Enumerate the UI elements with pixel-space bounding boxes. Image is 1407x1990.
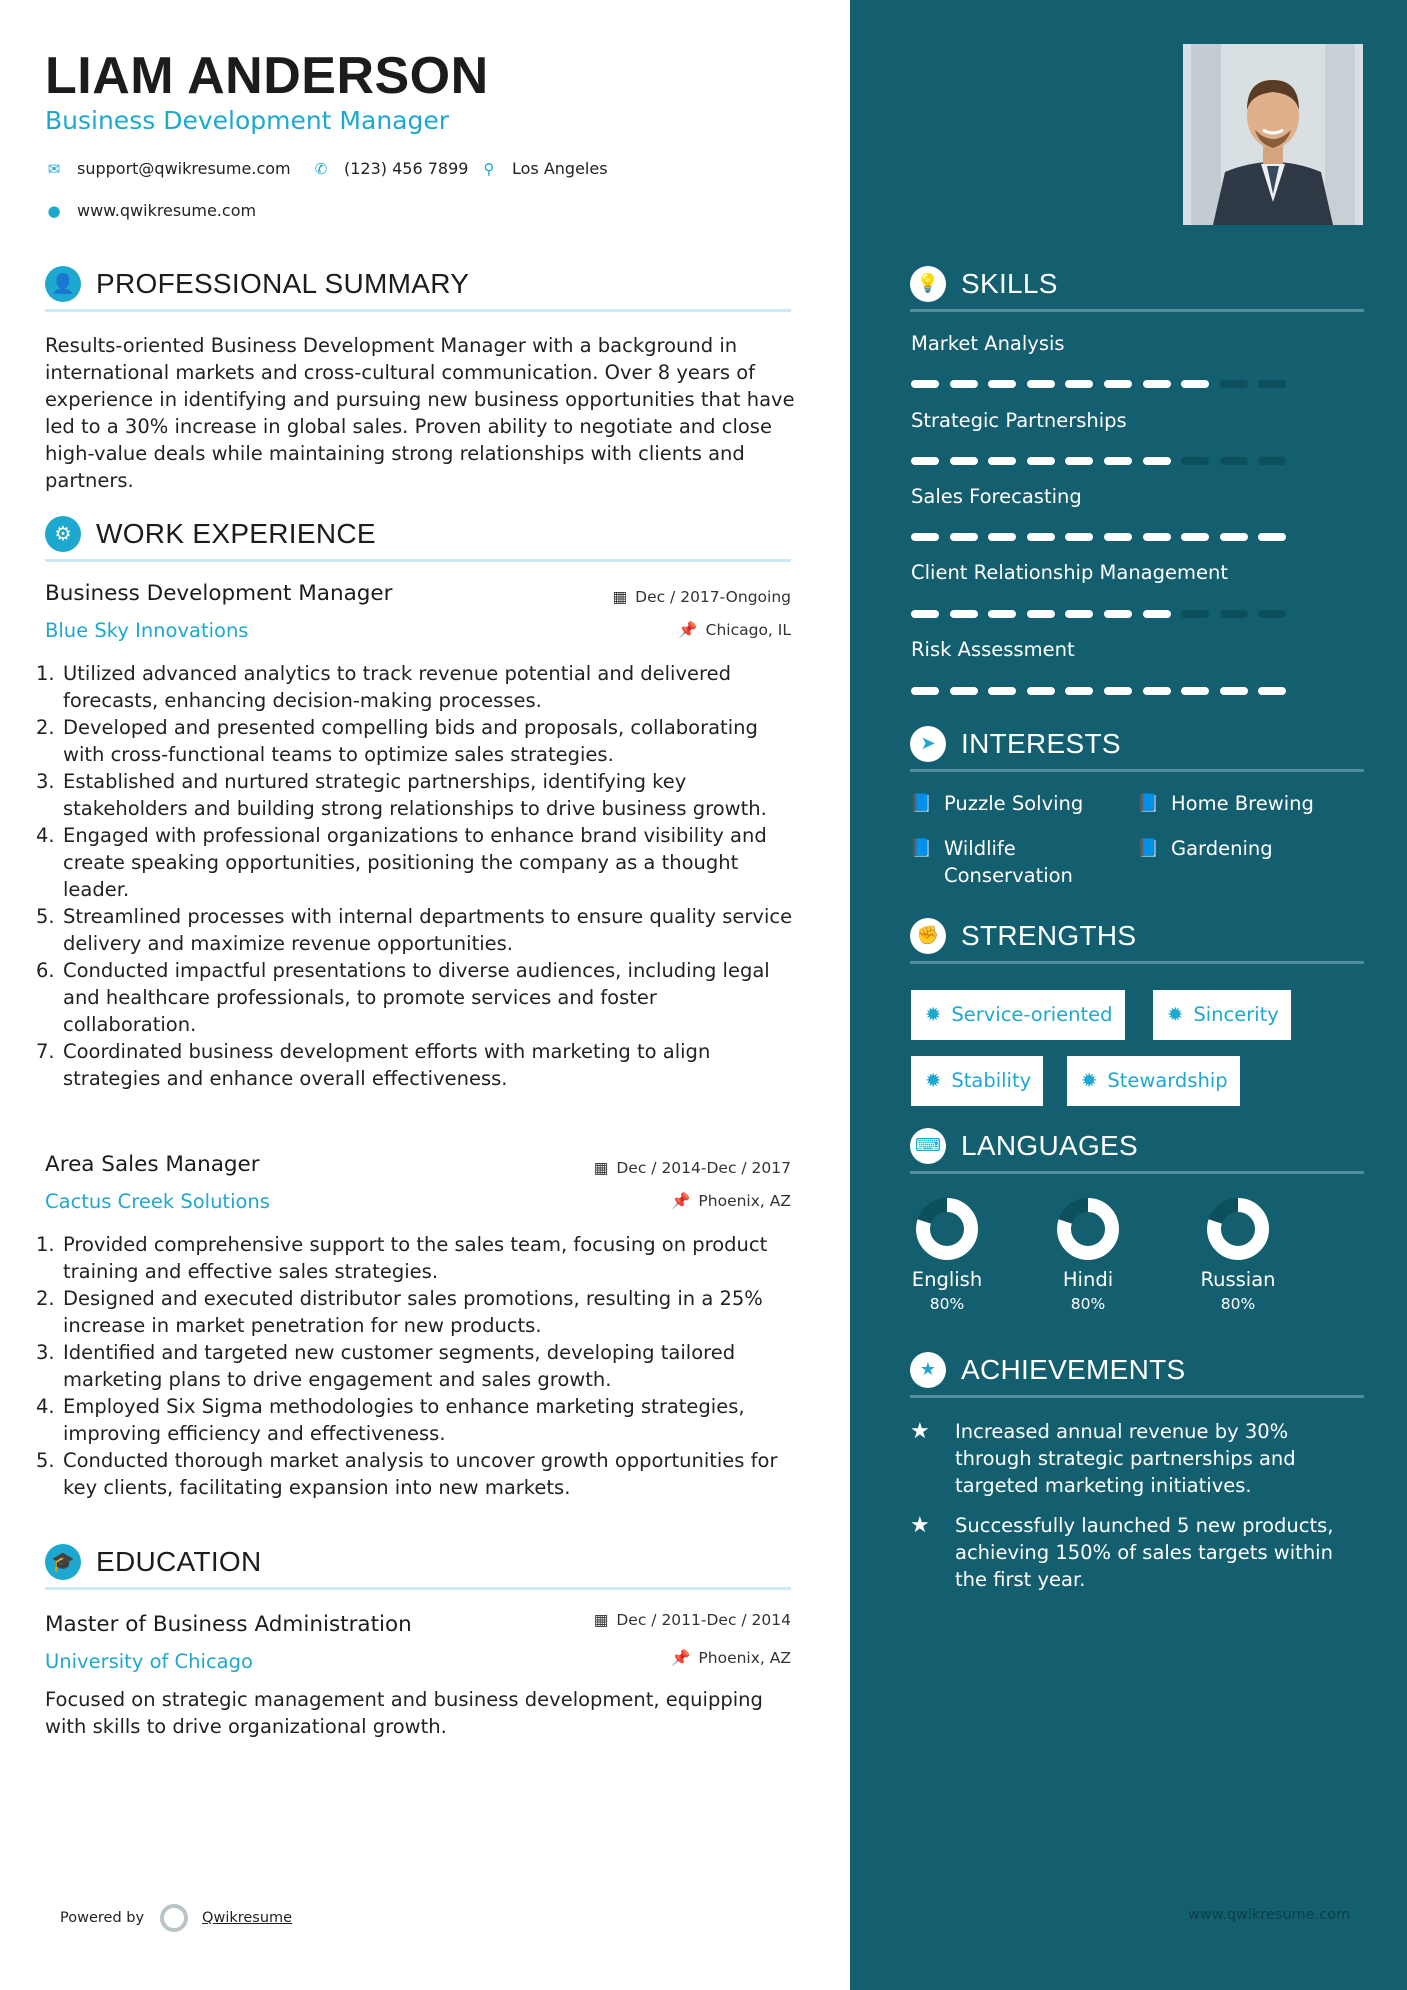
list-item: 3. Identified and targeted new customer segments, developing tailored marketing plans to drive engagement and sales growth.	[36, 1341, 736, 1391]
qwikresume-logo-icon	[160, 1904, 188, 1932]
list-item: 5. Conducted thorough market analysis to uncover growth opportunities for key clients, facilitating expansion into new markets.	[36, 1449, 778, 1499]
interest-item: 📘 Wildlife Conservation	[910, 837, 1073, 887]
experience-title: WORK EXPERIENCE	[96, 518, 376, 549]
contact-location	[480, 159, 608, 178]
job-2-title: Area Sales Manager	[45, 1152, 260, 1177]
education-text: Focused on strategic management and business development, equipping with skills to drive organizational growth.	[45, 1688, 763, 1738]
skill-dash-filled	[1027, 380, 1055, 388]
book-icon: 📘	[910, 793, 933, 814]
paper-plane-icon: ➤	[910, 726, 946, 762]
skill-dash-filled	[1143, 610, 1171, 618]
book-icon: 📘	[1137, 838, 1160, 859]
skill-dash-filled	[988, 687, 1016, 695]
summary-heading	[45, 266, 791, 312]
phone-icon: ✆	[314, 159, 328, 178]
badge-icon: ✹	[925, 1069, 942, 1092]
skill-dash-filled	[1065, 457, 1093, 465]
badge-icon: ✹	[1167, 1003, 1184, 1026]
skill-dash-filled	[1104, 610, 1132, 618]
skill-dash-filled	[1143, 533, 1171, 541]
list-item: 7. Coordinated business development efforts with marketing to align strategies and enhance overall effectiveness.	[36, 1040, 711, 1090]
skill-dash-filled	[1220, 533, 1248, 541]
skill-dash-empty	[1258, 457, 1286, 465]
skill-dash-empty	[1258, 610, 1286, 618]
skill-dash-empty	[1181, 610, 1209, 618]
list-item: 1. Utilized advanced analytics to track revenue potential and delivered forecasts, enhancing decision-making processes.	[36, 662, 731, 712]
skill-bar	[911, 610, 1291, 619]
skill-dash-filled	[1258, 533, 1286, 541]
language-item	[1188, 1196, 1288, 1313]
book-icon: 📘	[910, 838, 933, 859]
skill-dash-filled	[911, 533, 939, 541]
strength-chip: ✹ Stability	[911, 1056, 1043, 1106]
skill-label: Market Analysis	[911, 332, 1065, 355]
skill-dash-filled	[950, 610, 978, 618]
job-1-location-text: Chicago, IL	[705, 621, 791, 639]
star-icon: ★	[910, 1352, 946, 1388]
contact-email[interactable]	[45, 159, 291, 178]
globe-icon: ●	[47, 201, 61, 220]
language-donut	[914, 1196, 980, 1262]
skill-dash-filled	[1143, 687, 1171, 695]
skill-dash-empty	[1181, 457, 1209, 465]
skill-dash-filled	[950, 457, 978, 465]
translate-icon: ⌨	[910, 1128, 946, 1164]
list-item: 1. Provided comprehensive support to the sales team, focusing on product training and effective sales strategies.	[36, 1233, 768, 1283]
languages-heading	[910, 1128, 1364, 1174]
achievements-heading	[910, 1352, 1364, 1398]
website-text: www.qwikresume.com	[77, 201, 257, 220]
job-1-title: Business Development Manager	[45, 581, 393, 606]
email-text: support@qwikresume.com	[77, 159, 291, 178]
job-2-company: Cactus Creek Solutions	[45, 1190, 270, 1213]
lightbulb-icon: 💡	[910, 266, 946, 302]
fist-icon: ✊	[910, 918, 946, 954]
powered-by	[60, 1904, 292, 1932]
powered-by-label: Powered by	[60, 1910, 145, 1926]
skill-dash-filled	[1143, 457, 1171, 465]
education-school: University of Chicago	[45, 1650, 253, 1673]
skill-dash-filled	[911, 610, 939, 618]
interest-item: 📘 Puzzle Solving	[910, 792, 1084, 815]
job-1-location	[678, 621, 791, 639]
calendar-icon: ▦	[593, 1159, 609, 1177]
language-percent: 80%	[929, 1295, 965, 1313]
skill-dash-filled	[1104, 687, 1132, 695]
skill-dash-filled	[1258, 687, 1286, 695]
skill-dash-filled	[911, 687, 939, 695]
achievement-item: ★ Increased annual revenue by 30% through strategic partnerships and targeted marketing initiatives.	[910, 1419, 1296, 1497]
list-item: 4. Engaged with professional organizations to enhance brand visibility and create speaking opportunities, positioning the company as a thought leader.	[36, 824, 767, 901]
education-date	[594, 1611, 791, 1629]
language-item	[1038, 1196, 1138, 1313]
candidate-role: Business Development Manager	[45, 106, 450, 135]
calendar-icon: ▦	[612, 588, 628, 606]
education-degree: Master of Business Administration	[45, 1612, 412, 1637]
shooting-star-icon: ★	[910, 1513, 930, 1538]
skill-label: Strategic Partnerships	[911, 409, 1127, 432]
list-item: 4. Employed Six Sigma methodologies to enhance marketing strategies, improving efficiency and effectiveness.	[36, 1395, 745, 1445]
envelope-icon: ✉	[47, 159, 61, 178]
strength-chip: ✹ Sincerity	[1153, 990, 1291, 1040]
job-2-location	[671, 1192, 791, 1210]
skill-dash-filled	[1220, 687, 1248, 695]
skill-dash-empty	[1258, 380, 1286, 388]
skill-dash-filled	[911, 380, 939, 388]
skill-dash-filled	[950, 687, 978, 695]
job-1-date	[612, 588, 791, 606]
badge-icon: ✹	[925, 1003, 942, 1026]
skill-dash-empty	[1220, 457, 1248, 465]
education-heading	[45, 1544, 791, 1590]
job-2-location-text: Phoenix, AZ	[698, 1192, 791, 1210]
skill-dash-filled	[1027, 457, 1055, 465]
user-icon: 👤	[45, 266, 81, 302]
summary-text: Results-oriented Business Development Manager with a background in international markets and cross-cultural communication. Over 8 years of experience in identifying and pursuing new business opportunities that have led to a 30% increase in global sales. Proven ability to negotiate and close high-value deals while maintaining strong relationships with clients and partners.	[45, 334, 795, 492]
language-percent: 80%	[1070, 1295, 1106, 1313]
candidate-name: LIAM ANDERSON	[45, 47, 489, 105]
skill-dash-filled	[950, 380, 978, 388]
list-item: 2. Developed and presented compelling bids and proposals, collaborating with cross-functional teams to optimize sales strategies.	[36, 716, 758, 766]
education-title: EDUCATION	[96, 1546, 262, 1577]
map-pin-icon: ⚲	[483, 159, 495, 178]
skill-dash-filled	[1065, 380, 1093, 388]
profile-photo	[1183, 44, 1363, 225]
achievement-item: ★ Successfully launched 5 new products, achieving 150% of sales targets within the first year.	[910, 1513, 1334, 1591]
list-item: 2. Designed and executed distributor sales promotions, resulting in a 25% increase in market penetration for new products.	[36, 1287, 763, 1337]
skill-dash-filled	[1143, 380, 1171, 388]
language-donut	[1055, 1196, 1121, 1262]
qwikresume-link[interactable]: Qwikresume	[202, 1910, 293, 1926]
shooting-star-icon: ★	[910, 1419, 930, 1444]
job-2-date-text: Dec / 2014-Dec / 2017	[616, 1159, 791, 1177]
skill-dash-filled	[1065, 533, 1093, 541]
list-item: 5. Streamlined processes with internal departments to ensure quality service delivery and maximize revenue opportunities.	[36, 905, 793, 955]
strength-chip: ✹ Service-oriented	[911, 990, 1125, 1040]
list-item: 3. Established and nurtured strategic partnerships, identifying key stakeholders and building strong relationships to drive business growth.	[36, 770, 767, 820]
skill-dash-filled	[911, 457, 939, 465]
skill-dash-filled	[1181, 533, 1209, 541]
skill-dash-filled	[1065, 687, 1093, 695]
skill-bar	[911, 533, 1291, 542]
skill-dash-filled	[1027, 610, 1055, 618]
language-percent: 80%	[1220, 1295, 1256, 1313]
interest-item: 📘 Gardening	[1137, 837, 1273, 860]
graduate-icon: 🎓	[45, 1544, 81, 1580]
skill-dash-filled	[1181, 687, 1209, 695]
skill-dash-filled	[1104, 533, 1132, 541]
skill-bar	[911, 457, 1291, 466]
pin-icon: 📌	[671, 1192, 691, 1210]
education-location-text: Phoenix, AZ	[698, 1649, 791, 1667]
job-1-bullets	[36, 660, 796, 1092]
language-donut	[1205, 1196, 1271, 1262]
languages-title: LANGUAGES	[961, 1130, 1138, 1161]
skill-dash-filled	[988, 380, 1016, 388]
skill-bar	[911, 380, 1291, 389]
skill-dash-filled	[988, 533, 1016, 541]
language-item	[897, 1196, 997, 1313]
badge-icon: ✹	[1081, 1069, 1098, 1092]
contact-phone[interactable]	[312, 159, 468, 178]
education-date-text: Dec / 2011-Dec / 2014	[616, 1611, 791, 1629]
skill-dash-filled	[950, 533, 978, 541]
phone-text: (123) 456 7899	[344, 159, 469, 178]
language-name: Hindi	[1062, 1268, 1114, 1291]
book-icon: 📘	[1137, 793, 1160, 814]
sidebar	[850, 0, 1407, 1990]
strengths-title: STRENGTHS	[961, 920, 1137, 951]
skill-dash-filled	[988, 610, 1016, 618]
profile-photo-illustration	[1183, 44, 1363, 225]
experience-heading	[45, 516, 791, 562]
skills-heading	[910, 266, 1364, 312]
achievements-title: ACHIEVEMENTS	[961, 1354, 1186, 1385]
interests-heading	[910, 726, 1364, 772]
skill-dash-filled	[1104, 380, 1132, 388]
skill-dash-empty	[1220, 380, 1248, 388]
location-text: Los Angeles	[512, 159, 608, 178]
skill-dash-filled	[1065, 610, 1093, 618]
skill-label: Client Relationship Management	[911, 561, 1229, 584]
skill-bar	[911, 687, 1291, 696]
skill-dash-empty	[1220, 610, 1248, 618]
summary-title: PROFESSIONAL SUMMARY	[96, 268, 470, 299]
interests-title: INTERESTS	[961, 728, 1121, 759]
skill-dash-filled	[1027, 687, 1055, 695]
skills-title: SKILLS	[961, 268, 1058, 299]
list-item: 6. Conducted impactful presentations to diverse audiences, including legal and healthcare professionals, to promote services and foster collaboration.	[36, 959, 770, 1036]
skill-label: Sales Forecasting	[911, 485, 1082, 508]
education-location	[671, 1649, 791, 1667]
job-2-bullets	[36, 1231, 796, 1501]
job-1-date-text: Dec / 2017-Ongoing	[635, 588, 791, 606]
calendar-icon: ▦	[593, 1611, 609, 1629]
contact-website[interactable]	[45, 201, 256, 220]
language-name: Russian	[1200, 1268, 1276, 1291]
pin-icon: 📌	[671, 1649, 691, 1667]
chair-icon: ⚙	[45, 516, 81, 552]
language-name: English	[911, 1268, 983, 1291]
job-1-company: Blue Sky Innovations	[45, 619, 249, 642]
strength-chip: ✹ Stewardship	[1067, 1056, 1240, 1106]
skill-dash-filled	[1104, 457, 1132, 465]
skill-dash-filled	[1027, 533, 1055, 541]
interest-item: 📘 Home Brewing	[1137, 792, 1314, 815]
skill-dash-filled	[988, 457, 1016, 465]
skill-label: Risk Assessment	[911, 638, 1075, 661]
strengths-heading	[910, 918, 1364, 964]
job-2-date	[594, 1159, 791, 1177]
pin-icon: 📌	[678, 621, 698, 639]
skill-dash-filled	[1181, 380, 1209, 388]
footer-site[interactable]: www.qwikresume.com	[1188, 1907, 1351, 1923]
